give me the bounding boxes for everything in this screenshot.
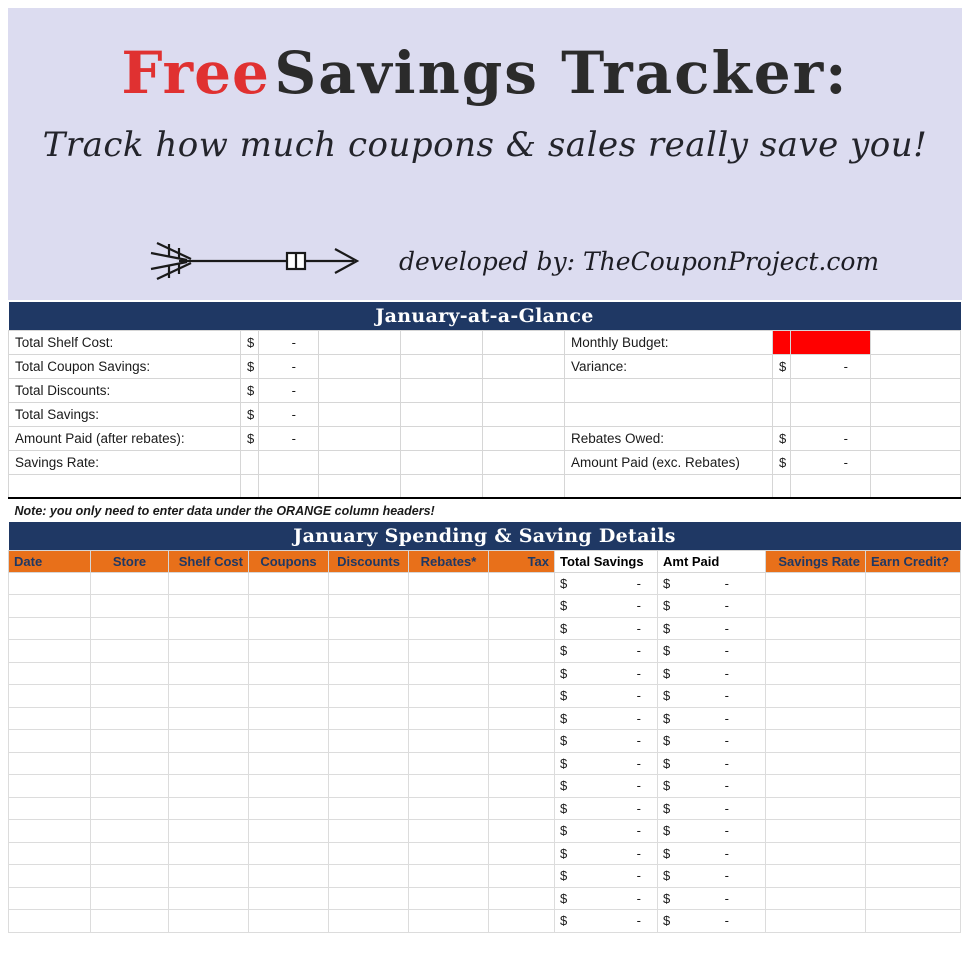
table-row[interactable] [9, 662, 961, 685]
column-header-coupons[interactable]: Coupons [249, 550, 329, 572]
cell-shelf-cost[interactable] [169, 910, 249, 933]
cell-coupons[interactable] [249, 887, 329, 910]
cell-discounts[interactable] [329, 842, 409, 865]
cell-date[interactable] [9, 842, 91, 865]
cell-coupons[interactable] [249, 707, 329, 730]
cell-tax[interactable] [489, 662, 555, 685]
cell-total-savings: $ - [555, 595, 658, 618]
cell-coupons[interactable] [249, 730, 329, 753]
table-row[interactable] [9, 775, 961, 798]
cell-rebates[interactable] [409, 707, 489, 730]
glance-left-value[interactable]: - [259, 378, 319, 402]
cell-date[interactable] [9, 662, 91, 685]
cell-store[interactable] [91, 730, 169, 753]
glance-spacer [401, 402, 483, 426]
column-header-tax[interactable]: Tax [489, 550, 555, 572]
glance-right-label: Rebates Owed: [565, 426, 773, 450]
column-header-date[interactable]: Date [9, 550, 91, 572]
cell-tax[interactable] [489, 572, 555, 595]
cell-shelf-cost[interactable] [169, 752, 249, 775]
cell-shelf-cost[interactable] [169, 595, 249, 618]
cell-store[interactable] [91, 640, 169, 663]
cell-date[interactable] [9, 640, 91, 663]
cell-savings-rate [766, 595, 866, 618]
details-table [8, 522, 961, 933]
glance-spacer [483, 378, 565, 402]
cell-amt-paid: $ - [658, 752, 766, 775]
cell-earn-credit[interactable] [866, 595, 961, 618]
table-row[interactable] [9, 572, 961, 595]
cell-date[interactable] [9, 887, 91, 910]
cell-coupons[interactable] [249, 910, 329, 933]
cell-store[interactable] [91, 865, 169, 888]
cell-rebates[interactable] [409, 572, 489, 595]
cell-earn-credit[interactable] [866, 820, 961, 843]
glance-spacer [401, 450, 483, 474]
cell-store[interactable] [91, 662, 169, 685]
cell-shelf-cost[interactable] [169, 865, 249, 888]
cell-amt-paid: $ - [658, 842, 766, 865]
glance-left-label: Savings Rate: [9, 450, 241, 474]
table-row[interactable] [9, 797, 961, 820]
cell-savings-rate [766, 572, 866, 595]
cell-earn-credit[interactable] [866, 640, 961, 663]
cell-rebates[interactable] [409, 820, 489, 843]
glance-left-label: Total Shelf Cost: [9, 330, 241, 354]
cell-total-savings: $ - [555, 617, 658, 640]
glance-spacer [319, 354, 401, 378]
cell-discounts[interactable] [329, 617, 409, 640]
glance-row [9, 474, 961, 498]
glance-spacer [565, 474, 773, 498]
cell-date[interactable] [9, 910, 91, 933]
cell-earn-credit[interactable] [866, 865, 961, 888]
glance-right-label [565, 402, 773, 426]
table-row[interactable] [9, 752, 961, 775]
cell-date[interactable] [9, 865, 91, 888]
glance-spacer [319, 426, 401, 450]
glance-right-value[interactable]: - [791, 450, 871, 474]
glance-right-currency [773, 402, 791, 426]
column-header-store[interactable]: Store [91, 550, 169, 572]
cell-discounts[interactable] [329, 752, 409, 775]
cell-store[interactable] [91, 910, 169, 933]
header-banner [8, 8, 962, 300]
cell-earn-credit[interactable] [866, 617, 961, 640]
cell-total-savings: $ - [555, 887, 658, 910]
glance-left-currency: $ [241, 330, 259, 354]
monthly-budget-input[interactable]: - [791, 330, 871, 354]
glance-right-value[interactable]: - [791, 426, 871, 450]
cell-coupons[interactable] [249, 572, 329, 595]
glance-row [9, 354, 961, 378]
cell-rebates[interactable] [409, 662, 489, 685]
cell-amt-paid: $ - [658, 662, 766, 685]
cell-total-savings: $ - [555, 707, 658, 730]
cell-rebates[interactable] [409, 730, 489, 753]
column-header-amt-paid[interactable]: Amt Paid [658, 550, 766, 572]
cell-discounts[interactable] [329, 887, 409, 910]
glance-right-label: Monthly Budget: [565, 330, 773, 354]
cell-store[interactable] [91, 707, 169, 730]
details-body [9, 572, 961, 932]
column-header-earn-credit[interactable]: Earn Credit? [866, 550, 961, 572]
cell-rebates[interactable] [409, 910, 489, 933]
table-row[interactable] [9, 865, 961, 888]
cell-store[interactable] [91, 775, 169, 798]
cell-earn-credit[interactable] [866, 572, 961, 595]
glance-right-currency: $ [773, 426, 791, 450]
glance-spacer [871, 402, 961, 426]
table-row[interactable] [9, 640, 961, 663]
glance-right-currency: $ [773, 354, 791, 378]
spreadsheet [8, 302, 960, 933]
cell-coupons[interactable] [249, 752, 329, 775]
cell-discounts[interactable] [329, 662, 409, 685]
cell-store[interactable] [91, 685, 169, 708]
glance-spacer [319, 474, 401, 498]
cell-amt-paid: $ - [658, 910, 766, 933]
cell-tax[interactable] [489, 910, 555, 933]
cell-coupons[interactable] [249, 685, 329, 708]
glance-spacer [9, 474, 241, 498]
cell-total-savings: $ - [555, 752, 658, 775]
glance-spacer [871, 378, 961, 402]
cell-rebates[interactable] [409, 640, 489, 663]
cell-total-savings: $ - [555, 572, 658, 595]
glance-spacer [401, 354, 483, 378]
glance-left-value[interactable] [259, 450, 319, 474]
cell-shelf-cost[interactable] [169, 617, 249, 640]
cell-date[interactable] [9, 730, 91, 753]
cell-earn-credit[interactable] [866, 730, 961, 753]
cell-total-savings: $ - [555, 797, 658, 820]
glance-spacer [401, 474, 483, 498]
cell-earn-credit[interactable] [866, 775, 961, 798]
page-subtitle: Track how much coupons & sales really save you! [42, 125, 928, 165]
cell-discounts[interactable] [329, 640, 409, 663]
glance-spacer [319, 402, 401, 426]
table-row[interactable] [9, 617, 961, 640]
cell-tax[interactable] [489, 685, 555, 708]
glance-left-label: Amount Paid (after rebates): [9, 426, 241, 450]
glance-left-currency: $ [241, 354, 259, 378]
glance-left-currency [241, 450, 259, 474]
glance-right-label [565, 378, 773, 402]
glance-right-currency: $ [773, 450, 791, 474]
glance-spacer [319, 378, 401, 402]
cell-shelf-cost[interactable] [169, 797, 249, 820]
cell-tax[interactable] [489, 707, 555, 730]
cell-date[interactable] [9, 707, 91, 730]
cell-savings-rate [766, 752, 866, 775]
cell-savings-rate [766, 887, 866, 910]
cell-tax[interactable] [489, 775, 555, 798]
cell-savings-rate [766, 730, 866, 753]
column-header-rebates[interactable]: Rebates* [409, 550, 489, 572]
glance-spacer [483, 402, 565, 426]
glance-left-label: Total Discounts: [9, 378, 241, 402]
cell-shelf-cost[interactable] [169, 707, 249, 730]
cell-coupons[interactable] [249, 775, 329, 798]
glance-row [9, 402, 961, 426]
table-row[interactable] [9, 730, 961, 753]
cell-amt-paid: $ - [658, 572, 766, 595]
cell-coupons[interactable] [249, 797, 329, 820]
cell-discounts[interactable] [329, 865, 409, 888]
cell-date[interactable] [9, 617, 91, 640]
glance-left-value[interactable]: - [259, 330, 319, 354]
cell-savings-rate [766, 797, 866, 820]
table-row[interactable] [9, 820, 961, 843]
glance-spacer [241, 474, 259, 498]
cell-earn-credit[interactable] [866, 685, 961, 708]
glance-spacer [483, 330, 565, 354]
developed-by-text: developed by: TheCouponProject.com [399, 247, 880, 276]
cell-amt-paid: $ - [658, 820, 766, 843]
cell-earn-credit[interactable] [866, 707, 961, 730]
glance-spacer [791, 474, 871, 498]
cell-total-savings: $ - [555, 775, 658, 798]
cell-date[interactable] [9, 595, 91, 618]
cell-discounts[interactable] [329, 910, 409, 933]
cell-savings-rate [766, 910, 866, 933]
glance-right-value[interactable] [791, 378, 871, 402]
cell-date[interactable] [9, 752, 91, 775]
cell-coupons[interactable] [249, 617, 329, 640]
cell-shelf-cost[interactable] [169, 820, 249, 843]
cell-amt-paid: $ - [658, 775, 766, 798]
glance-left-currency: $ [241, 378, 259, 402]
details-header-row [9, 550, 961, 572]
glance-spacer [483, 474, 565, 498]
table-row[interactable] [9, 910, 961, 933]
table-row[interactable] [9, 887, 961, 910]
cell-store[interactable] [91, 842, 169, 865]
cell-coupons[interactable] [249, 820, 329, 843]
cell-amt-paid: $ - [658, 617, 766, 640]
cell-savings-rate [766, 617, 866, 640]
cell-rebates[interactable] [409, 775, 489, 798]
glance-left-label: Total Coupon Savings: [9, 354, 241, 378]
cell-discounts[interactable] [329, 797, 409, 820]
savings-tracker-page [0, 8, 970, 978]
cell-amt-paid: $ - [658, 797, 766, 820]
cell-total-savings: $ - [555, 662, 658, 685]
cell-discounts[interactable] [329, 730, 409, 753]
details-title: January Spending & Saving Details [9, 522, 961, 550]
cell-discounts[interactable] [329, 707, 409, 730]
cell-rebates[interactable] [409, 595, 489, 618]
glance-row [9, 450, 961, 474]
cell-rebates[interactable] [409, 685, 489, 708]
cell-amt-paid: $ - [658, 640, 766, 663]
cell-tax[interactable] [489, 730, 555, 753]
cell-total-savings: $ - [555, 865, 658, 888]
cell-savings-rate [766, 707, 866, 730]
glance-row [9, 426, 961, 450]
column-header-savings-rate[interactable]: Savings Rate [766, 550, 866, 572]
cell-savings-rate [766, 775, 866, 798]
cell-earn-credit[interactable] [866, 752, 961, 775]
glance-right-label: Amount Paid (exc. Rebates) [565, 450, 773, 474]
cell-savings-rate [766, 820, 866, 843]
table-row[interactable] [9, 595, 961, 618]
glance-left-label: Total Savings: [9, 402, 241, 426]
cell-savings-rate [766, 662, 866, 685]
cell-store[interactable] [91, 595, 169, 618]
glance-body [9, 330, 961, 522]
cell-store[interactable] [91, 887, 169, 910]
table-row[interactable] [9, 707, 961, 730]
cell-discounts[interactable] [329, 685, 409, 708]
cell-earn-credit[interactable] [866, 662, 961, 685]
glance-row [9, 378, 961, 402]
cell-store[interactable] [91, 752, 169, 775]
page-title-rest: Savings Tracker: [274, 39, 849, 107]
cell-coupons[interactable] [249, 865, 329, 888]
table-row[interactable] [9, 685, 961, 708]
arrow-right-icon [139, 231, 379, 296]
table-row[interactable] [9, 842, 961, 865]
cell-savings-rate [766, 865, 866, 888]
cell-shelf-cost[interactable] [169, 842, 249, 865]
cell-discounts[interactable] [329, 775, 409, 798]
cell-date[interactable] [9, 820, 91, 843]
cell-store[interactable] [91, 820, 169, 843]
glance-spacer [483, 354, 565, 378]
cell-shelf-cost[interactable] [169, 640, 249, 663]
cell-amt-paid: $ - [658, 730, 766, 753]
cell-rebates[interactable] [409, 752, 489, 775]
cell-shelf-cost[interactable] [169, 662, 249, 685]
glance-left-currency: $ [241, 426, 259, 450]
glance-spacer [483, 426, 565, 450]
cell-coupons[interactable] [249, 842, 329, 865]
page-title-free: Free [121, 39, 270, 107]
cell-shelf-cost[interactable] [169, 685, 249, 708]
cell-tax[interactable] [489, 595, 555, 618]
cell-tax[interactable] [489, 842, 555, 865]
cell-tax[interactable] [489, 752, 555, 775]
column-header-shelf-cost[interactable]: Shelf Cost [169, 550, 249, 572]
cell-amt-paid: $ - [658, 887, 766, 910]
glance-spacer [259, 474, 319, 498]
glance-spacer [871, 330, 961, 354]
cell-coupons[interactable] [249, 595, 329, 618]
glance-right-currency: $ [773, 330, 791, 354]
cell-total-savings: $ - [555, 910, 658, 933]
cell-coupons[interactable] [249, 640, 329, 663]
cell-date[interactable] [9, 797, 91, 820]
cell-tax[interactable] [489, 617, 555, 640]
cell-tax[interactable] [489, 640, 555, 663]
glance-spacer [871, 426, 961, 450]
glance-row [9, 330, 961, 354]
glance-spacer [871, 354, 961, 378]
cell-tax[interactable] [489, 820, 555, 843]
cell-amt-paid: $ - [658, 685, 766, 708]
cell-amt-paid: $ - [658, 865, 766, 888]
glance-left-value[interactable]: - [259, 402, 319, 426]
glance-spacer [871, 474, 961, 498]
cell-savings-rate [766, 640, 866, 663]
cell-total-savings: $ - [555, 842, 658, 865]
cell-savings-rate [766, 842, 866, 865]
page-title [9, 9, 961, 107]
cell-shelf-cost[interactable] [169, 572, 249, 595]
cell-discounts[interactable] [329, 595, 409, 618]
cell-rebates[interactable] [409, 865, 489, 888]
glance-spacer [319, 330, 401, 354]
glance-spacer [401, 378, 483, 402]
cell-store[interactable] [91, 797, 169, 820]
note-row [9, 498, 961, 522]
cell-rebates[interactable] [409, 797, 489, 820]
cell-coupons[interactable] [249, 662, 329, 685]
cell-earn-credit[interactable] [866, 887, 961, 910]
glance-spacer [401, 330, 483, 354]
cell-total-savings: $ - [555, 820, 658, 843]
glance-spacer [319, 450, 401, 474]
cell-earn-credit[interactable] [866, 910, 961, 933]
cell-earn-credit[interactable] [866, 842, 961, 865]
glance-right-label: Variance: [565, 354, 773, 378]
glance-left-currency: $ [241, 402, 259, 426]
cell-tax[interactable] [489, 797, 555, 820]
cell-date[interactable] [9, 685, 91, 708]
glance-spacer [773, 474, 791, 498]
glance-left-value[interactable]: - [259, 354, 319, 378]
orange-header-note: Note: you only need to enter data under the ORANGE column headers! [14, 503, 435, 518]
cell-tax[interactable] [489, 887, 555, 910]
cell-store[interactable] [91, 617, 169, 640]
glance-left-value[interactable]: - [259, 426, 319, 450]
glance-spacer [483, 450, 565, 474]
cell-discounts[interactable] [329, 572, 409, 595]
cell-date[interactable] [9, 572, 91, 595]
cell-earn-credit[interactable] [866, 797, 961, 820]
column-header-total-savings[interactable]: Total Savings [555, 550, 658, 572]
glance-spacer [401, 426, 483, 450]
cell-amt-paid: $ - [658, 595, 766, 618]
cell-total-savings: $ - [555, 640, 658, 663]
cell-tax[interactable] [489, 865, 555, 888]
column-header-discounts[interactable]: Discounts [329, 550, 409, 572]
glance-table [8, 302, 961, 522]
cell-store[interactable] [91, 572, 169, 595]
cell-total-savings: $ - [555, 730, 658, 753]
cell-shelf-cost[interactable] [169, 887, 249, 910]
cell-shelf-cost[interactable] [169, 730, 249, 753]
cell-date[interactable] [9, 775, 91, 798]
cell-savings-rate [766, 685, 866, 708]
cell-rebates[interactable] [409, 842, 489, 865]
glance-title: January-at-a-Glance [9, 302, 961, 330]
cell-rebates[interactable] [409, 617, 489, 640]
glance-spacer [871, 450, 961, 474]
glance-right-currency [773, 378, 791, 402]
glance-right-value[interactable]: - [791, 354, 871, 378]
cell-rebates[interactable] [409, 887, 489, 910]
cell-total-savings: $ - [555, 685, 658, 708]
cell-amt-paid: $ - [658, 707, 766, 730]
glance-right-value[interactable] [791, 402, 871, 426]
cell-shelf-cost[interactable] [169, 775, 249, 798]
cell-discounts[interactable] [329, 820, 409, 843]
